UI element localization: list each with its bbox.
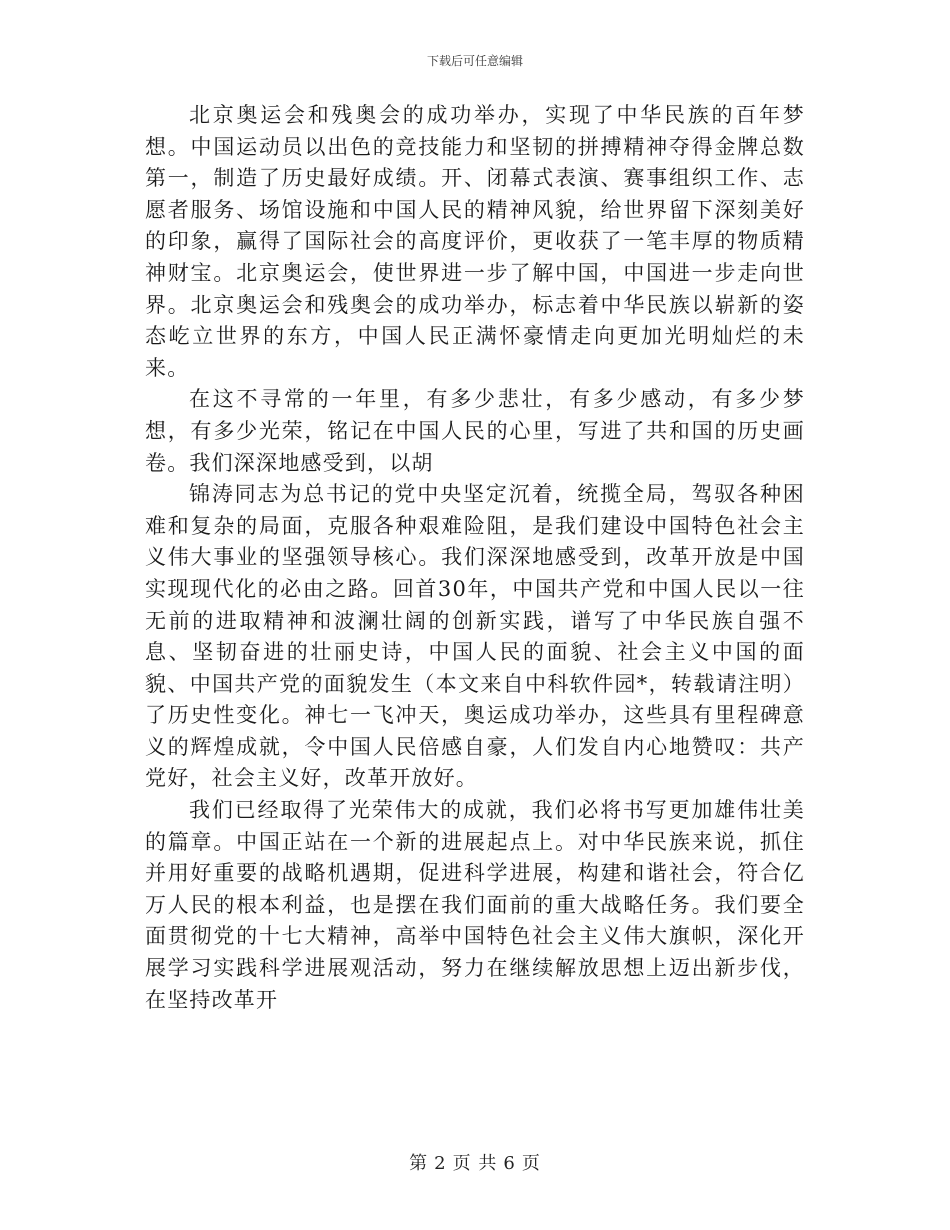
paragraph-future-tasks: 我们已经取得了光荣伟大的成就，我们必将书写更加雄伟壮美的篇章。中国正站在一个新的进展起点上。对中华民族来说，抓住并用好重要的战略机遇期，促进科学进展，构建和谐社会，符合亿万人民的根本利益，也是摆在我们面前的重大战略任务。我们要全面贯彻党的十七大精神，高举中国特色社会主义伟大旗帜，深化开展学习实践科学进展观活动，努力在继续解放思想上迈出新步伐，在坚持改革开	[145, 798, 805, 1012]
total-page-number: 6	[503, 1153, 516, 1174]
page-header: 下载后可任意编辑	[426, 54, 523, 68]
current-page-number: 2	[434, 1153, 447, 1174]
footer-suffix: 页	[521, 1153, 541, 1174]
footer-middle: 页 共	[452, 1153, 498, 1174]
paragraph-party-leadership: 锦涛同志为总书记的党中央坚定沉着，统揽全局，驾驭各种困难和复杂的局面，克服各种艰难险阻，是我们建设中国特色社会主义伟大事业的坚强领导核心。我们深深地感受到，改革开放是中国实现现代化的必由之路。回首30年，中国共产党和中国人民以一往无前的进取精神和波澜壮阔的创新实践，谱写了中华民族自强不息、坚韧奋进的壮丽史诗，中国人民的面貌、社会主义中国的面貌、中国共产党的面貌发生（本文来自中科软件园*，转载请注明）了历史性变化。神七一飞冲天，奥运成功举办，这些具有里程碑意义的辉煌成就，令中国人民倍感自豪，人们发自内心地赞叹：共产党好，社会主义好，改革开放好。	[145, 482, 805, 791]
footer-prefix: 第	[409, 1153, 429, 1174]
page-footer	[0, 1153, 950, 1175]
paragraph-olympics: 北京奥运会和残奥会的成功举办，实现了中华民族的百年梦想。中国运动员以出色的竞技能力和坚韧的拼搏精神夺得金牌总数第一，制造了历史最好成绩。开、闭幕式表演、赛事组织工作、志愿者服务、场馆设施和中国人民的精神风貌，给世界留下深刻美好的印象，赢得了国际社会的高度评价，更收获了一笔丰厚的物质精神财宝。北京奥运会，使世界进一步了解中国，中国进一步走向世界。北京奥运会和残奥会的成功举办，标志着中华民族以崭新的姿态屹立世界的东方，中国人民正满怀豪情走向更加光明灿烂的未来。	[145, 103, 805, 380]
paragraph-extraordinary-year: 在这不寻常的一年里，有多少悲壮，有多少感动，有多少梦想，有多少光荣，铭记在中国人民的心里，写进了共和国的历史画卷。我们深深地感受到，以胡	[145, 387, 805, 475]
document-body	[145, 100, 805, 1016]
